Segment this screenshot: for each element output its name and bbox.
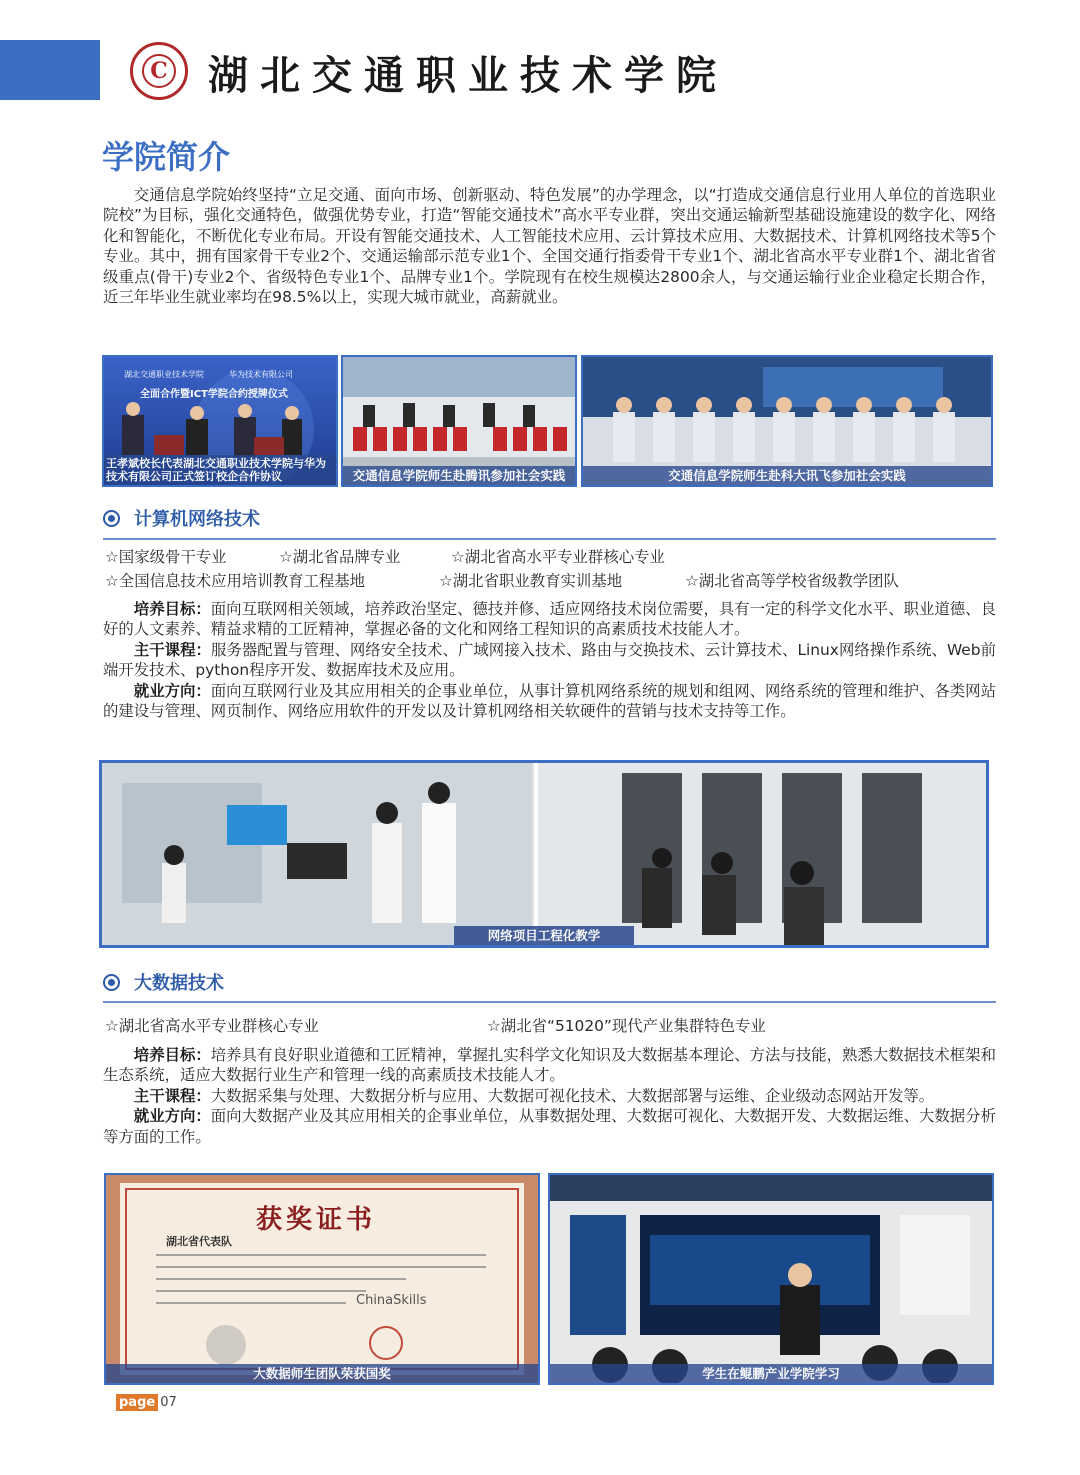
photo-huawei-banner: 全面合作暨ICT学院合约授牌仪式 (140, 389, 288, 400)
photo-huawei-org-left: 湖北交通职业技术学院 (124, 370, 204, 379)
network-honors-row-1 (105, 545, 665, 567)
photo-network-teaching (99, 760, 989, 948)
bigdata-honor-1: ☆湖北省高水平专业群核心专业 (105, 1017, 319, 1035)
photo-huawei-org-right: 华为技术有限公司 (229, 370, 293, 379)
section-bullet-icon (103, 974, 120, 991)
bigdata-job-label: 就业方向： (133, 1107, 211, 1126)
page-label: page (116, 1394, 158, 1411)
certificate-title: 获奖证书 (256, 1205, 377, 1235)
bigdata-course-text: 大数据采集与处理、大数据分析与应用、大数据可视化技术、大数据部署与运维、企业级动态网站开发等。 (210, 1086, 935, 1105)
network-course-label: 主干课程： (133, 640, 211, 659)
photo-huawei-signing (102, 355, 338, 487)
photo-kunpeng-scene (550, 1175, 992, 1383)
photo-network-caption: 网络项目工程化教学 (454, 926, 634, 945)
bigdata-goal-label: 培养目标： (133, 1046, 211, 1064)
bigdata-heading (103, 969, 224, 995)
bigdata-honors-row (105, 1014, 766, 1036)
network-job-label: 就业方向： (133, 681, 211, 700)
photo-iflytek-caption: 交通信息学院师生赴科大讯飞参加社会实践 (583, 466, 991, 485)
network-goal-text: 面向互联网相关领域，培养政治坚定、德技并修、适应网络技术岗位需要，具有一定的科学文化水平、职业道德、良好的人文素养、精益求精的工匠精神，掌握必备的文化和网络工程知识的高素质技术技能人才。 (103, 600, 996, 639)
photo-tencent-visit (341, 355, 577, 487)
network-honor-3: ☆湖北省高水平专业群核心专业 (451, 548, 665, 566)
network-details (103, 599, 996, 721)
network-course-text: 服务器配置与管理、网络安全技术、广域网接入技术、路由与交换技术、云计算技术、Linux网络操作系统、Web前端开发技术、python程序开发、数据库技术及应用。 (103, 640, 996, 680)
bigdata-title: 大数据技术 (134, 973, 224, 994)
school-logo-icon (130, 42, 188, 100)
photo-huawei-caption: 王孝斌校长代表湖北交通职业技术学院与华为技术有限公司正式签订校企合作协议 (104, 455, 336, 485)
network-heading (103, 505, 260, 531)
bigdata-honor-2: ☆湖北省“51020”现代产业集群特色专业 (487, 1017, 766, 1035)
network-honor-6: ☆湖北省高等学校省级教学团队 (685, 572, 899, 590)
page-number (116, 1395, 177, 1410)
logo-glyph: C (150, 58, 168, 84)
bigdata-details (103, 1045, 996, 1147)
photo-iflytek-visit (581, 355, 993, 487)
network-honor-1: ☆国家级骨干专业 (105, 548, 227, 566)
intro-paragraph: 交通信息学院始终坚持“立足交通、面向市场、创新驱动、特色发展”的办学理念，以“打造成交通信息行业用人单位的首选职业院校”为目标，强化交通特色，做强优势专业，打造“智能交通技术”高水平专业群，突出交通运输新型基础设施建设的数字化、网络化和智能化，不断优化专业布局。开设有智能交通技术、人工智能技术应用、云计算技术应用、大数据技术、计算机网络技术等5个专业。其中，拥有国家骨干专业2个、交通运输部示范专业1个、全国交通行指委骨干专业1个、湖北省高水平专业群1个、湖北省省级重点(骨干)专业2个、省级特色专业1个、品牌专业1个。学院现有在校生规模达2800余人，与交通运输行业企业稳定长期合作，近三年毕业生就业率均在98.5%以上，实现大城市就业，高薪就业。 (103, 186, 996, 307)
intro-title: 学院简介 (102, 138, 231, 176)
certificate-brand: ChinaSkills (356, 1293, 427, 1308)
bigdata-job-text: 面向大数据产业及其应用相关的企事业单位，从事数据处理、大数据可视化、大数据开发、大数据运维、大数据分析等方面的工作。 (103, 1107, 996, 1146)
network-goal-label: 培养目标： (133, 600, 211, 618)
photo-tencent-caption: 交通信息学院师生赴腾讯参加社会实践 (343, 466, 575, 485)
photo-award-certificate (104, 1173, 540, 1385)
network-honor-5: ☆湖北省职业教育实训基地 (439, 572, 623, 590)
photo-award-caption: 大数据师生团队荣获国奖 (106, 1364, 538, 1383)
section-bullet-icon (103, 510, 120, 527)
header-color-block (0, 40, 100, 100)
network-job-text: 面向互联网行业及其应用相关的企事业单位，从事计算机网络系统的规划和组网、网络系统的管理和维护、各类网站的建设与管理、网页制作、网络应用软件的开发以及计算机网络相关软硬件的营销与技术支持等工作。 (103, 681, 996, 721)
network-honor-2: ☆湖北省品牌专业 (279, 548, 401, 566)
certificate-team-name: 湖北省代表队 (166, 1235, 232, 1248)
network-title: 计算机网络技术 (134, 509, 260, 530)
page-number-value: 07 (160, 1395, 177, 1410)
bigdata-course-label: 主干课程： (133, 1086, 211, 1105)
bigdata-divider (103, 1001, 996, 1003)
network-honors-row-2 (105, 569, 899, 591)
photo-network-scene (102, 763, 986, 945)
photo-kunpeng-caption: 学生在鲲鹏产业学院学习 (550, 1364, 992, 1383)
photo-kunpeng-study (548, 1173, 994, 1385)
school-name: 湖北交通职业技术学院 (208, 52, 728, 99)
network-honor-4: ☆全国信息技术应用培训教育工程基地 (105, 572, 366, 590)
network-divider (103, 538, 996, 540)
bigdata-goal-text: 培养具有良好职业道德和工匠精神，掌握扎实科学文化知识及大数据基本理论、方法与技能，熟悉大数据技术框架和生态系统，适应大数据行业生产和管理一线的高素质技术技能人才。 (103, 1046, 996, 1085)
